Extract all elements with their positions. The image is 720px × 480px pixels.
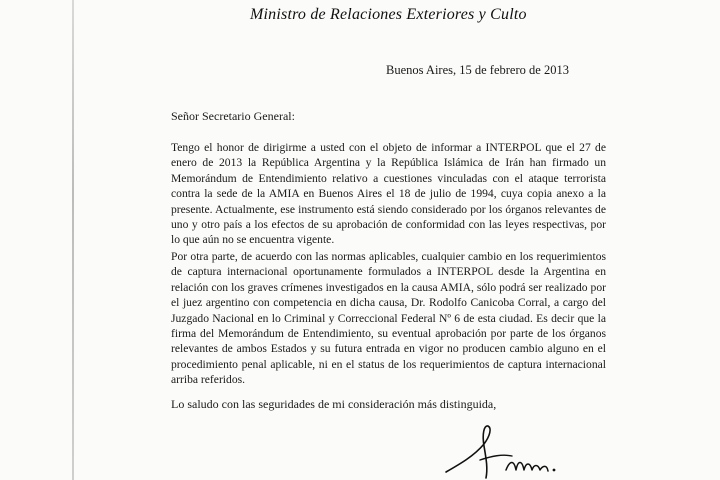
closing-line: Lo saludo con las seguridades de mi consideración más distinguida, (171, 397, 497, 411)
scan-edge-line (72, 0, 74, 480)
ministry-letterhead: Ministro de Relaciones Exteriores y Culto (250, 6, 527, 23)
body-paragraph-2: Por otra parte, de acuerdo con las normas aplicables, cualquier cambio en los requerimientos de captura internacional oportunamente formulados a INTERPOL desde la Argentina en relación con los graves crímenes investigados en la causa AMIA, sólo podrá ser realizado por el juez argentino con competencia en dicha causa, Dr. Rodolfo Canicoba Corral, a cargo del Juzgado Nacional en lo Criminal y Correccional Federal Nº 6 de esta ciudad. Es decir que la firma del Memorándum de Entendimiento, su eventual aprobación por parte de los órganos relevantes de ambos Estados y su futura entrada en vigor no producen cambio alguno en el procedimiento penal aplicable, ni en el status de los requerimientos de captura internacional arriba referidos. (171, 250, 606, 387)
salutation: Señor Secretario General: (171, 109, 295, 123)
signature-icon (440, 420, 610, 480)
letter-date: Buenos Aires, 15 de febrero de 2013 (386, 63, 569, 77)
body-paragraph-1: Tengo el honor de dirigirme a usted con el objeto de informar a INTERPOL que el 27 de enero de 2013 la República Argentina y la República Islámica de Irán han firmado un Memorándum de Entendimiento relativo a cuestiones vinculadas con el ataque terrorista contra la sede de la AMIA en Buenos Aires el 18 de julio de 1994, cuya copia anexo a la presente. Actualmente, ese instrumento está siendo considerado por los órganos relevantes de uno y otro país a los efectos de su aprobación de conformidad con las leyes respectivas, por lo que aún no se encuentra vigente. (171, 141, 606, 247)
